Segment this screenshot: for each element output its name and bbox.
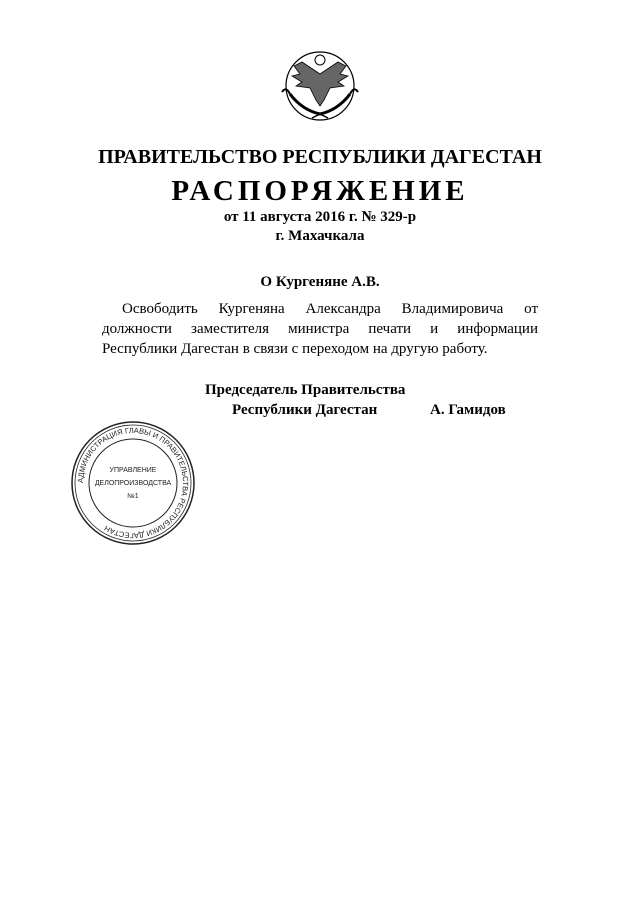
government-name: ПРАВИТЕЛЬСТВО РЕСПУБЛИКИ ДАГЕСТАН: [98, 146, 542, 168]
city: г. Махачкала: [275, 228, 365, 244]
stamp-line2: ДЕЛОПРОИЗВОДСТВА: [94, 480, 172, 487]
body-text: Освободить Кургеняна Александра Владимировича от должности заместителя министра печати и информации Республики Дагестан в связи с переходом на другую работу.: [102, 301, 538, 357]
coat-of-arms-emblem: [272, 44, 368, 124]
signatory-name: А. Гамидов: [430, 402, 506, 418]
subject-title: О Кургеняне А.В.: [260, 274, 380, 290]
official-stamp: [70, 420, 196, 546]
document-type: РАСПОРЯЖЕНИЕ: [171, 175, 469, 207]
signatory-position-line2: Республики Дагестан: [232, 402, 378, 418]
stamp-ring-text: АДМИНИСТРАЦИЯ ГЛАВЫ И ПРАВИТЕЛЬСТВА РЕСПУБЛИКИ ДАГЕСТАН: [75, 425, 191, 541]
signatory-position-line1: Председатель Правительства: [205, 382, 406, 398]
date-number: от 11 августа 2016 г. № 329-р: [223, 209, 417, 225]
stamp-line1: УПРАВЛЕНИЕ: [109, 467, 157, 474]
stamp-line3: №1: [127, 493, 139, 500]
